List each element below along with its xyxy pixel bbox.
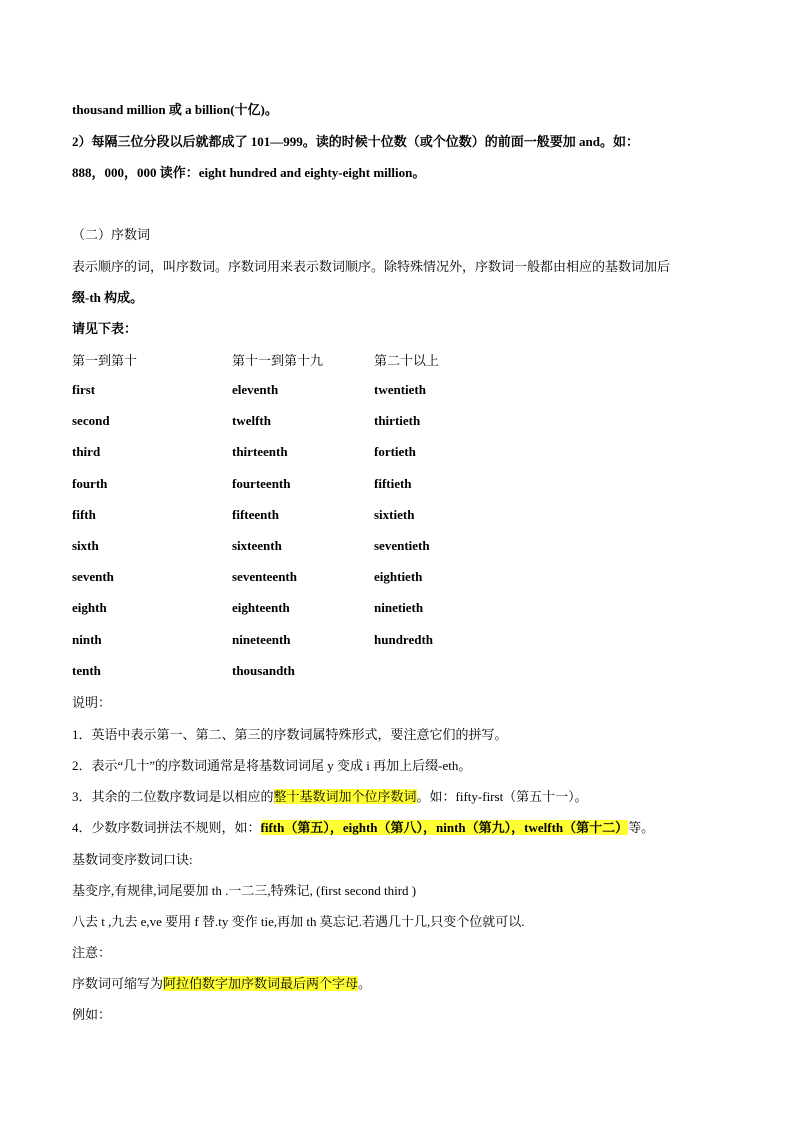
table-cell: third [72, 444, 101, 459]
note-text: 等。 [628, 820, 655, 835]
table-cell: thirtieth [374, 413, 421, 428]
table-cell: nineteenth [232, 632, 291, 647]
table-cell: sixth [72, 538, 99, 553]
table-cell: thirteenth [232, 444, 288, 459]
paragraph-line: thousand million 或 a billion(十亿)。 [72, 102, 278, 117]
table-cell: eighteenth [232, 600, 290, 615]
table-header-cell: 第一到第十 [72, 353, 138, 368]
definition-line: 表示顺序的词，叫序数词。序数词用来表示数词顺序。除特殊情况外，序数词一般都由相应的基数词加后 [72, 259, 671, 274]
paragraph-line: 888，000，000 读作：eight hundred and eighty-eight million。 [72, 165, 426, 180]
attention-text: 。 [358, 976, 372, 991]
example-label: 例如： [72, 1007, 112, 1022]
table-cell: fifth [72, 507, 96, 522]
note-text: 4．少数序数词拼法不规则，如： [72, 820, 261, 835]
highlighted-text: 阿拉伯数字加序数词最后两个字母 [163, 976, 359, 991]
note-line [72, 788, 588, 806]
table-header-cell: 第二十以上 [374, 353, 440, 368]
attention-line [72, 975, 371, 993]
attention-label: 注意： [72, 945, 112, 960]
table-cell: eightieth [374, 569, 423, 584]
highlighted-text: fifth（第五），eighth（第八），ninth（第九），twelfth（第十二） [260, 820, 629, 835]
table-cell: twentieth [374, 382, 426, 397]
table-cell: fortieth [374, 444, 416, 459]
table-cell: twelfth [232, 413, 271, 428]
table-cell: fifteenth [232, 507, 279, 522]
table-cell: sixtieth [374, 507, 415, 522]
section-title: （二）序数词 [72, 227, 151, 242]
table-cell: seventh [72, 569, 114, 584]
table-cell: seventieth [374, 538, 430, 553]
note-line: 1．英语中表示第一、第二、第三的序数词属特殊形式，要注意它们的拼写。 [72, 727, 508, 742]
notes-label: 说明： [72, 695, 112, 710]
note-text: 3．其余的二位数序数词是以相应的 [72, 789, 274, 804]
note-line [72, 819, 654, 837]
table-cell: fourth [72, 476, 108, 491]
table-cell: hundredth [374, 632, 434, 647]
note-text: 。如：fifty-first（第五十一）。 [416, 789, 588, 804]
table-cell: ninetieth [374, 600, 424, 615]
definition-line: 缀-th 构成。 [72, 290, 144, 305]
table-cell: sixteenth [232, 538, 282, 553]
table-cell: seventeenth [232, 569, 297, 584]
table-cell: fourteenth [232, 476, 291, 491]
note-line: 2．表示“几十”的序数词通常是将基数词词尾 y 变成 i 再加上后缀-eth。 [72, 758, 472, 773]
table-cell: tenth [72, 663, 101, 678]
rhyme-title: 基数词变序数词口诀: [72, 852, 193, 867]
table-header-cell: 第十一到第十九 [232, 353, 324, 368]
table-cell: second [72, 413, 110, 428]
table-cell: thousandth [232, 663, 295, 678]
table-cell: ninth [72, 632, 102, 647]
highlighted-text: 整十基数词加个位序数词 [273, 789, 417, 804]
table-intro: 请见下表： [72, 321, 138, 336]
attention-text: 序数词可缩写为 [72, 976, 164, 991]
table-cell: eleventh [232, 382, 279, 397]
rhyme-line: 八去 t ,九去 e,ve 要用 f 替.ty 变作 tie,再加 th 莫忘记.若遇几十几,只变个位就可以. [72, 914, 525, 929]
table-cell: first [72, 382, 96, 397]
rhyme-line: 基变序,有规律,词尾要加 th .一二三,特殊记, (first second third ) [72, 883, 417, 898]
table-cell: eighth [72, 600, 107, 615]
paragraph-line: 2）每隔三位分段以后就都成了 101—999。读的时候十位数（或个位数）的前面一般要加 and。如： [72, 134, 639, 149]
table-cell: fiftieth [374, 476, 412, 491]
